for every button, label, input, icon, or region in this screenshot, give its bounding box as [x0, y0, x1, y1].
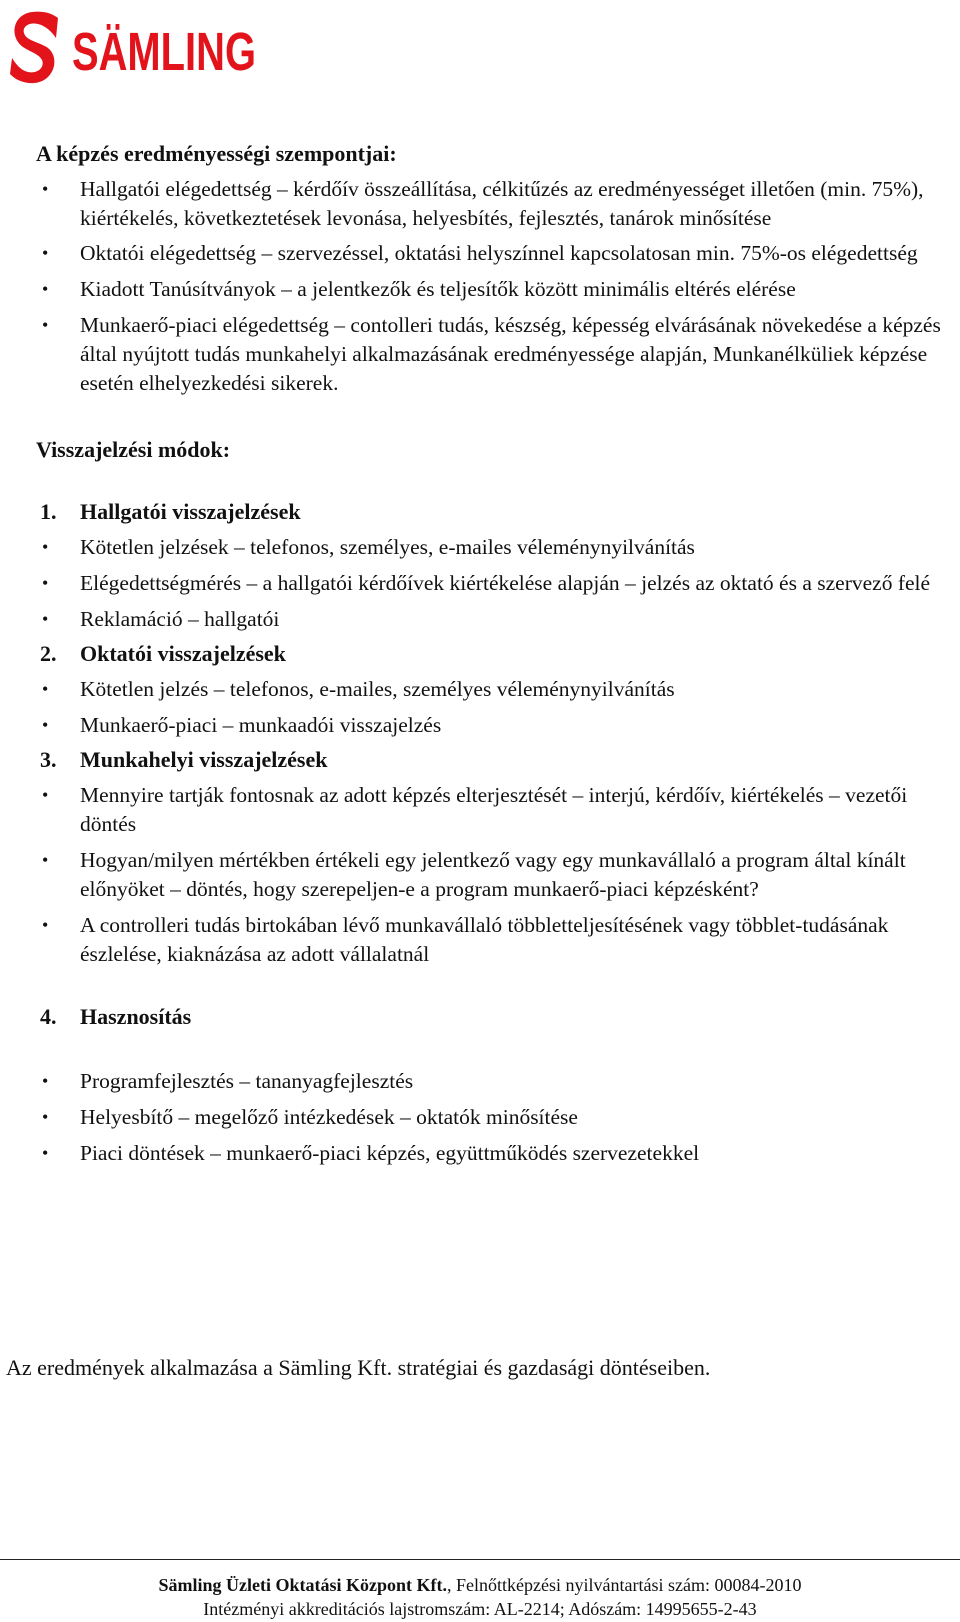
- group-heading-4: [36, 1003, 951, 1031]
- criteria-list: [36, 175, 951, 398]
- group-heading-3: [36, 746, 951, 774]
- list-item: • Piaci döntések – munkaerő-piaci képzés, együttműködés szervezetekkel: [36, 1139, 951, 1168]
- list-item: • Kiadott Tanúsítványok – a jelentkezők és teljesítők között minimális eltérés elérése: [36, 275, 951, 304]
- footer: [0, 1573, 960, 1621]
- samling-logo: [8, 4, 258, 86]
- group-number: 3.: [40, 747, 57, 772]
- closing-statement: Az eredmények alkalmazása a Sämling Kft. stratégiai és gazdasági döntéseiben.: [6, 1355, 711, 1380]
- group-heading-1: [36, 498, 951, 526]
- group-number: 1.: [40, 499, 57, 524]
- footer-line-2: Intézményi akkreditációs lajstromszám: AL-2214; Adószám: 14995655-2-43: [203, 1599, 757, 1619]
- list-item: • Helyesbítő – megelőző intézkedések – oktatók minősítése: [36, 1103, 951, 1132]
- list-item: • A controlleri tudás birtokában lévő munkavállaló többletteljesítésének vagy többlet-tudásának észlelése, kiaknázása az adott vállalatnál: [36, 911, 951, 969]
- group-title: Hasznosítás: [80, 1004, 192, 1029]
- footer-line-1: [0, 1573, 960, 1597]
- list-item: • Programfejlesztés – tananyagfejlesztés: [36, 1067, 951, 1096]
- document-body: [36, 140, 951, 1168]
- group-1-list: [36, 533, 951, 634]
- group-2-list: [36, 675, 951, 740]
- logo-text: SÄMLING: [72, 22, 256, 82]
- footer-registration: , Felnőttképzési nyilvántartási szám: 00084-2010: [447, 1575, 802, 1595]
- list-item: • Elégedettségmérés – a hallgatói kérdőívek kiértékelése alapján – jelzés az oktató és a szervező felé: [36, 569, 951, 598]
- group-title: Oktatói visszajelzések: [80, 641, 286, 666]
- group-heading-2: [36, 640, 951, 668]
- footer-divider: [0, 1559, 960, 1560]
- list-item: • Hallgatói elégedettség – kérdőív összeállítása, célkitűzés az eredményességet illetően (min. 75%), kiértékelés, következtetések levonása, helyesbítés, fejlesztés, tanárok minősítése: [36, 175, 951, 233]
- group-number: 4.: [40, 1004, 57, 1029]
- list-item: • Oktatói elégedettség – szervezéssel, oktatási helyszínnel kapcsolatosan min. 75%-os elégedettség: [36, 239, 951, 268]
- samling-logo-graphic: [8, 4, 258, 86]
- group-3-list: [36, 781, 951, 969]
- list-item: • Kötetlen jelzés – telefonos, e-mailes, személyes véleménynyilvánítás: [36, 675, 951, 704]
- section-heading-criteria: A képzés eredményességi szempontjai:: [36, 141, 397, 166]
- group-4-list: [36, 1067, 951, 1168]
- footer-org: Sämling Üzleti Oktatási Központ Kft.: [158, 1575, 448, 1595]
- list-item: • Munkaerő-piaci – munkaadói visszajelzés: [36, 711, 951, 740]
- list-item: • Kötetlen jelzések – telefonos, személyes, e-mailes véleménynyilvánítás: [36, 533, 951, 562]
- list-item: • Hogyan/milyen mértékben értékeli egy jelentkező vagy egy munkavállaló a program által kínált előnyöket – döntés, hogy szerepeljen-e a program munkaerő-piaci képzésként?: [36, 846, 951, 904]
- list-item: • Munkaerő-piaci elégedettség – contolleri tudás, készség, képesség elvárásának növekedése a képzés által nyújtott tudás munkahelyi alkalmazásának eredményessége alapján, Munkanélküliek képzése esetén elhelyezkedési sikerek.: [36, 311, 951, 398]
- group-title: Munkahelyi visszajelzések: [80, 747, 328, 772]
- group-number: 2.: [40, 641, 57, 666]
- list-item: • Mennyire tartják fontosnak az adott képzés elterjesztését – interjú, kérdőív, kiértékelés – vezetői döntés: [36, 781, 951, 839]
- group-title: Hallgatói visszajelzések: [80, 499, 301, 524]
- section-heading-feedback: Visszajelzési módok:: [36, 437, 231, 462]
- list-item: • Reklamáció – hallgatói: [36, 605, 951, 634]
